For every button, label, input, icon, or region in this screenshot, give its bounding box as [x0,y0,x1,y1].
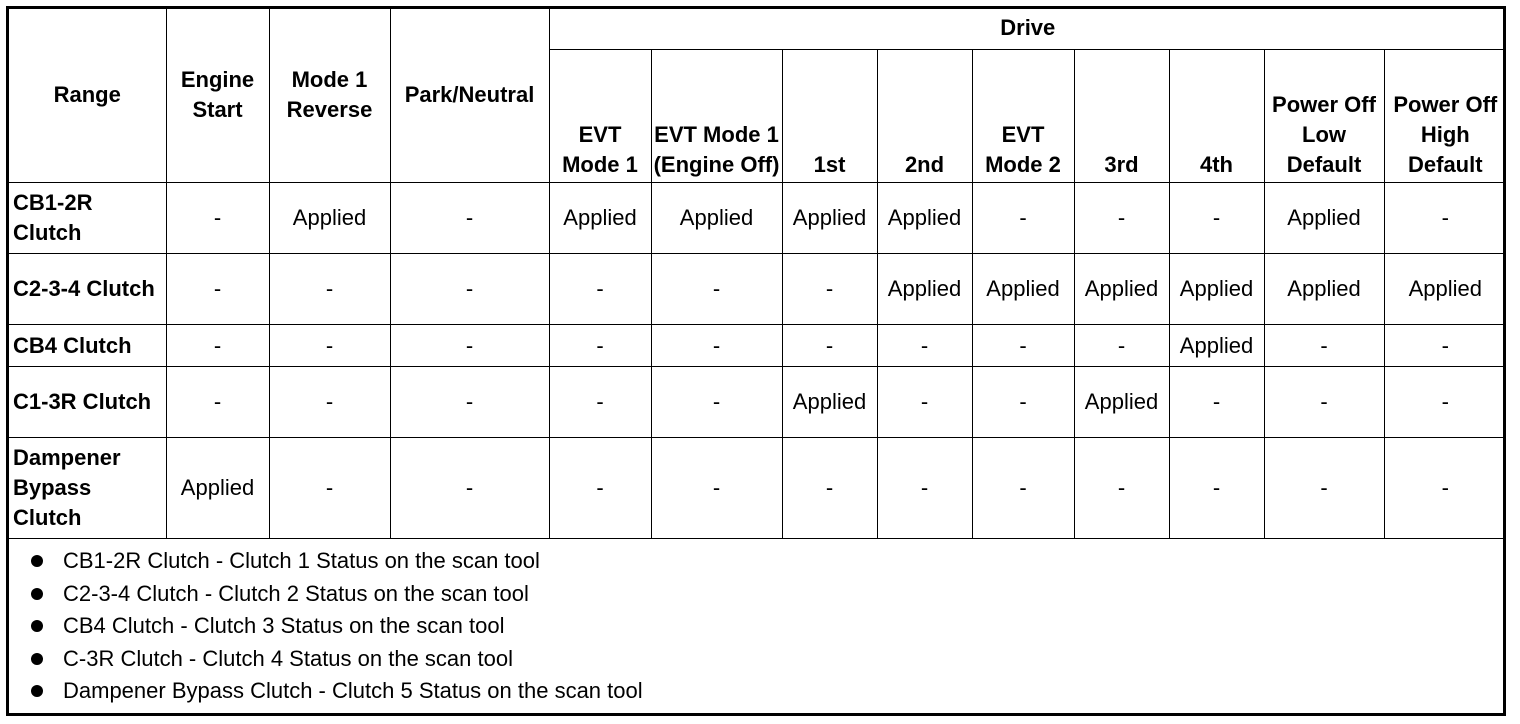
table-cell: - [972,367,1074,438]
header-evt-mode-1-engine-off: EVT Mode 1 (Engine Off) [651,50,782,183]
row-label: Dampener Bypass Clutch [9,438,166,539]
table-cell: - [651,254,782,325]
table-cell: - [390,254,549,325]
table-cell: - [877,438,972,539]
table-cell: Applied [1264,183,1384,254]
table-cell: - [269,438,390,539]
clutch-application-chart [6,6,1506,716]
table-cell: Applied [549,183,651,254]
table-cell: - [166,367,269,438]
table-cell: - [166,325,269,367]
table-cell: - [1384,367,1506,438]
table-cell: - [390,438,549,539]
notes-cell [9,539,1506,708]
header-evt-mode-2: EVT Mode 2 [972,50,1074,183]
table-cell: Applied [782,183,877,254]
row-label: CB4 Clutch [9,325,166,367]
table-cell: - [1264,325,1384,367]
table-row [9,325,1506,367]
table-cell: - [651,325,782,367]
table-cell: - [1384,183,1506,254]
table-cell: Applied [1169,254,1264,325]
header-4th: 4th [1169,50,1264,183]
table-cell: - [390,183,549,254]
note-item: Dampener Bypass Clutch - Clutch 5 Status on the scan tool [31,675,1506,708]
note-item: C-3R Clutch - Clutch 4 Status on the scan tool [31,643,1506,676]
table-cell: - [972,183,1074,254]
table-cell: - [782,254,877,325]
table-cell: - [651,367,782,438]
table-cell: - [972,325,1074,367]
table-cell: - [1074,183,1169,254]
header-power-off-high-default: Power Off High Default [1384,50,1506,183]
table-cell: Applied [1264,254,1384,325]
table-cell: - [877,367,972,438]
table-cell: - [782,325,877,367]
row-label: C1-3R Clutch [9,367,166,438]
table-cell: - [269,325,390,367]
table-row [9,367,1506,438]
table-cell: - [1074,325,1169,367]
table-cell: - [390,367,549,438]
table-cell: Applied [1169,325,1264,367]
table-cell: - [549,254,651,325]
note-item: C2-3-4 Clutch - Clutch 2 Status on the scan tool [31,578,1506,611]
table-cell: - [269,254,390,325]
note-item: CB4 Clutch - Clutch 3 Status on the scan tool [31,610,1506,643]
table-cell: Applied [269,183,390,254]
notes-list [31,545,1506,708]
table-row [9,183,1506,254]
clutch-table [9,9,1506,708]
header-engine-start: Engine Start [166,9,269,183]
table-cell: - [1074,438,1169,539]
table-cell: Applied [1384,254,1506,325]
table-cell: - [549,325,651,367]
header-park-neutral: Park/Neutral [390,9,549,183]
table-cell: - [651,438,782,539]
table-row [9,254,1506,325]
table-cell: - [1169,183,1264,254]
table-cell: - [1384,438,1506,539]
table-cell: - [877,325,972,367]
table-row [9,438,1506,539]
table-cell: - [1384,325,1506,367]
table-cell: Applied [1074,367,1169,438]
row-label: CB1-2R Clutch [9,183,166,254]
table-cell: - [972,438,1074,539]
table-cell: - [1169,367,1264,438]
table-cell: - [1169,438,1264,539]
header-mode1-reverse: Mode 1 Reverse [269,9,390,183]
table-cell: - [166,254,269,325]
table-cell: - [549,438,651,539]
header-2nd: 2nd [877,50,972,183]
table-cell: Applied [877,254,972,325]
header-evt-mode-1: EVT Mode 1 [549,50,651,183]
table-cell: - [1264,438,1384,539]
table-cell: - [1264,367,1384,438]
table-cell: Applied [166,438,269,539]
table-cell: Applied [782,367,877,438]
table-cell: Applied [877,183,972,254]
row-label: C2-3-4 Clutch [9,254,166,325]
header-power-off-low-default: Power Off Low Default [1264,50,1384,183]
table-cell: - [549,367,651,438]
table-cell: - [782,438,877,539]
table-cell: Applied [972,254,1074,325]
header-1st: 1st [782,50,877,183]
header-3rd: 3rd [1074,50,1169,183]
table-cell: Applied [1074,254,1169,325]
table-cell: - [390,325,549,367]
table-cell: - [166,183,269,254]
note-item: CB1-2R Clutch - Clutch 1 Status on the scan tool [31,545,1506,578]
header-drive: Drive [549,9,1506,50]
notes-row [9,539,1506,708]
table-cell: Applied [651,183,782,254]
table-cell: - [269,367,390,438]
header-range: Range [9,9,166,183]
